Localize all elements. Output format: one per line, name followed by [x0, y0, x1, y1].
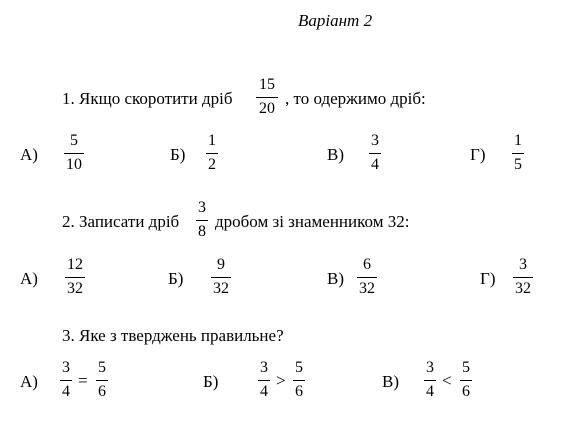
q1-option-c-den: 4: [371, 156, 379, 173]
q3-option-a-op: =: [78, 371, 88, 390]
q2-option-d-label: Г): [480, 269, 496, 288]
q3-option-c-left-num: 3: [426, 359, 434, 376]
q3-option-b-op: >: [276, 371, 286, 390]
q3-option-b-left-num: 3: [260, 359, 268, 376]
q3-text: 3. Яке з тверджень правильне?: [62, 326, 284, 345]
q3-option-a-right: [82, 360, 122, 400]
q3-option-c-op: <: [442, 371, 452, 390]
q2-fraction-num: 3: [198, 199, 206, 216]
q3-option-c-right: [446, 360, 486, 400]
q1-fraction: [247, 77, 287, 117]
q1-text-before: 1. Якщо скоротити дріб: [62, 89, 233, 108]
q2-text-before: 2. Записати дріб: [62, 212, 180, 231]
q3-option-a-left-den: 4: [62, 383, 70, 400]
q3-option-b-left-den: 4: [260, 383, 268, 400]
q2-option-b-den: 32: [213, 280, 229, 297]
q1-option-b-num: 1: [208, 132, 216, 149]
q1-text-after: , то одержимо дріб:: [285, 89, 426, 108]
q3-option-a-left-num: 3: [62, 359, 70, 376]
q2-option-a-num: 12: [67, 256, 83, 273]
q2-option-c-den: 32: [359, 280, 375, 297]
q1-option-a-label: А): [20, 145, 38, 164]
q1-option-a-num: 5: [70, 132, 78, 149]
q2-option-d-den: 32: [515, 280, 531, 297]
q1-option-a-fraction: [54, 133, 94, 173]
q2-option-d-num: 3: [519, 256, 527, 273]
q3-option-c-right-num: 5: [462, 359, 470, 376]
q1-option-b-den: 2: [208, 156, 216, 173]
q1-option-b-fraction: [192, 133, 232, 173]
q1-fraction-num: 15: [259, 76, 275, 93]
q3-option-a-label: А): [20, 372, 38, 391]
q2-option-c-fraction: [347, 257, 387, 297]
q1-option-d-fraction: [498, 133, 538, 173]
q3-option-c-right-den: 6: [462, 383, 470, 400]
q1-fraction-den: 20: [259, 100, 275, 117]
q3-option-a-right-num: 5: [98, 359, 106, 376]
q3-option-c-left-den: 4: [426, 383, 434, 400]
q3-option-b-right: [279, 360, 319, 400]
q1-option-a-den: 10: [66, 156, 82, 173]
q2-option-a-den: 32: [67, 280, 83, 297]
q1-option-c-fraction: [355, 133, 395, 173]
q1-option-c-label: В): [327, 145, 344, 164]
q1-option-d-num: 1: [514, 132, 522, 149]
q2-text-after: дробом зі знаменником 32:: [215, 212, 410, 231]
q3-option-b-right-den: 6: [295, 383, 303, 400]
q2-option-b-num: 9: [217, 256, 225, 273]
q2-option-b-label: Б): [168, 269, 184, 288]
q2-option-c-label: В): [327, 269, 344, 288]
q2-option-a-label: А): [20, 269, 38, 288]
q1-option-d-den: 5: [514, 156, 522, 173]
q1-option-d-label: Г): [470, 145, 486, 164]
q2-fraction-den: 8: [198, 223, 206, 240]
q3-option-b-label: Б): [203, 372, 219, 391]
q3-option-a-right-den: 6: [98, 383, 106, 400]
q3-option-b-right-num: 5: [295, 359, 303, 376]
q1-option-b-label: Б): [170, 145, 186, 164]
q2-option-b-fraction: [201, 257, 241, 297]
q3-option-c-label: В): [382, 372, 399, 391]
q2-option-d-fraction: [503, 257, 543, 297]
q1-option-c-num: 3: [371, 132, 379, 149]
q2-option-a-fraction: [55, 257, 95, 297]
q2-option-c-num: 6: [363, 256, 371, 273]
variant-title: Варіант 2: [298, 11, 373, 30]
